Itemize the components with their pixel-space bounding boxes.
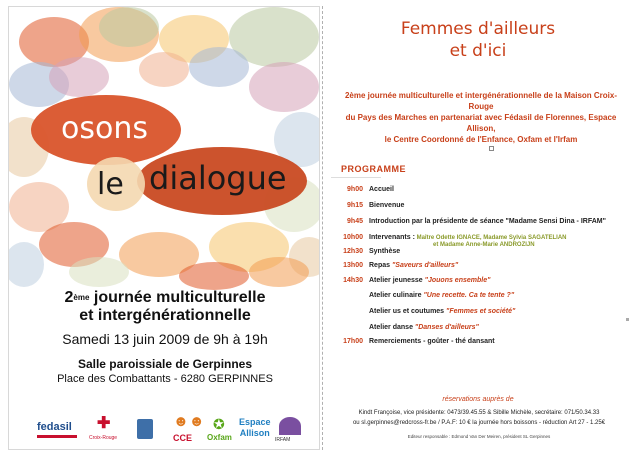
edition-line-2: et intergénérationnelle bbox=[79, 307, 251, 324]
programme-heading: PROGRAMME bbox=[341, 164, 406, 174]
program-activity: Remerciements - goûter - thé dansant bbox=[369, 338, 495, 345]
program-title bbox=[323, 18, 633, 62]
edition-superscript: ème bbox=[73, 293, 90, 302]
program-title-line1: Femmes d'ailleurs bbox=[400, 19, 556, 39]
program-speakers: Maître Odette IGNACE, Madame Sylvia SAGATELIAN bbox=[414, 235, 567, 241]
oxfam-icon: ✪ bbox=[213, 416, 225, 432]
program-activity: Atelier danse bbox=[369, 324, 413, 331]
program-description bbox=[369, 248, 400, 255]
reservation-contacts: Kindt Françoise, vice présidente: 0473/39.45.55 & Sibille Michèle, secrétaire: 071/50.34.33 bbox=[358, 410, 600, 416]
program-time: 9h00 bbox=[347, 186, 363, 193]
program-panel bbox=[322, 6, 632, 450]
program-activity: Atelier culinaire bbox=[369, 292, 422, 299]
program-time: 9h15 bbox=[347, 202, 363, 209]
program-description bbox=[369, 338, 495, 345]
poster-headline bbox=[9, 7, 320, 292]
small-square-mark bbox=[489, 146, 494, 151]
headline-word-le: le bbox=[97, 167, 124, 202]
espace-logo-line2: Allison bbox=[239, 428, 270, 438]
irfam-icon bbox=[279, 417, 301, 435]
program-activity-theme: "Une recette. Ca te tente ?" bbox=[421, 292, 515, 299]
cce-logo: CCE bbox=[173, 433, 193, 443]
intro-line-1: 2ème journée multiculturelle et intergénérationnelle de la Maison Croix-Rouge bbox=[344, 91, 618, 111]
program-activity-theme: "Femmes et société" bbox=[444, 308, 516, 315]
program-activity: Bienvenue bbox=[369, 202, 405, 209]
program-activity-theme: "Danses d'ailleurs" bbox=[412, 324, 479, 331]
program-description bbox=[369, 202, 404, 209]
program-activity: Atelier us et coutumes bbox=[369, 308, 445, 315]
publisher-credit: Editeur responsable : Edmond Van Der Meiren, président SL Gerpinnes bbox=[407, 434, 551, 439]
program-activity: Repas bbox=[369, 262, 391, 269]
program-time: 14h30 bbox=[343, 277, 363, 284]
program-time: 17h00 bbox=[343, 338, 363, 345]
program-description bbox=[369, 234, 567, 248]
programme-divider bbox=[331, 177, 381, 178]
edition-line bbox=[9, 289, 320, 307]
event-address: Place des Combattants - 6280 GERPINNES bbox=[57, 373, 273, 385]
event-venue: Salle paroissiale de Gerpinnes bbox=[77, 357, 253, 371]
fedasil-logo: fedasil bbox=[37, 421, 72, 433]
espace-allison-logo bbox=[239, 417, 271, 439]
program-description bbox=[369, 277, 490, 284]
irfam-logo: IRFAM bbox=[275, 437, 291, 443]
program-speakers-cont: et Madame Anne-Marie ANDROZIJN bbox=[433, 242, 535, 248]
headline-word-dialogue: dialogue bbox=[149, 159, 287, 197]
oxfam-logo: Oxfam bbox=[207, 433, 232, 442]
program-intro bbox=[335, 90, 627, 145]
program-activity-theme: "Jouons ensemble" bbox=[422, 277, 491, 284]
program-time: 9h45 bbox=[347, 218, 363, 225]
event-info bbox=[9, 289, 320, 385]
children-figures-icon: ☻☻ bbox=[173, 413, 205, 430]
reservation-title: réservations auprès de bbox=[442, 396, 514, 403]
partner-box-logo bbox=[137, 419, 153, 439]
espace-logo-line1: Espace bbox=[239, 417, 271, 427]
edition-number: 2 bbox=[64, 289, 74, 306]
program-time: 12h30 bbox=[343, 248, 363, 255]
program-time: 10h00 bbox=[343, 234, 363, 241]
program-activity: Accueil bbox=[369, 186, 394, 193]
intro-line-2: du Pays des Marches en partenariat avec Fédasil de Florennes, Espace Allison, bbox=[345, 113, 617, 133]
program-activity: Introduction par la présidente de séance "Madame Sensi Dina - IRFAM" bbox=[369, 218, 606, 225]
program-description bbox=[369, 218, 606, 225]
program-description bbox=[369, 292, 514, 299]
program-title-line2: et d'ici bbox=[449, 41, 507, 61]
program-description bbox=[369, 262, 458, 269]
edge-mark bbox=[626, 318, 629, 321]
headline-word-osons: osons bbox=[61, 111, 148, 146]
program-activity-theme: "Saveurs d'ailleurs" bbox=[390, 262, 459, 269]
croix-rouge-logo: Croix-Rouge bbox=[89, 435, 118, 441]
red-cross-icon: ✚ bbox=[97, 415, 111, 432]
program-time: 13h00 bbox=[343, 262, 363, 269]
program-activity: Atelier jeunesse bbox=[369, 277, 423, 284]
program-activity: Synthèse bbox=[369, 248, 401, 255]
intro-line-3: le Centre Coordonné de l'Enfance, Oxfam et l'Irfam bbox=[384, 135, 578, 144]
program-description bbox=[369, 308, 515, 315]
program-activity: Intervenants : bbox=[369, 234, 415, 241]
fedasil-logo-bar bbox=[37, 435, 77, 438]
reservation-pricing: ou sl.gerpinnes@redcross-fr.be / P.A.F: 10 € la journée hors boissons - réduction Art 27 - 1.25€ bbox=[352, 420, 606, 426]
event-date: Samedi 13 juin 2009 de 9h à 19h bbox=[62, 331, 268, 347]
partner-logos bbox=[9, 411, 320, 449]
program-description bbox=[369, 324, 479, 331]
edition-text: journée multiculturelle bbox=[89, 289, 266, 306]
poster-panel bbox=[8, 6, 320, 450]
program-description bbox=[369, 186, 394, 193]
